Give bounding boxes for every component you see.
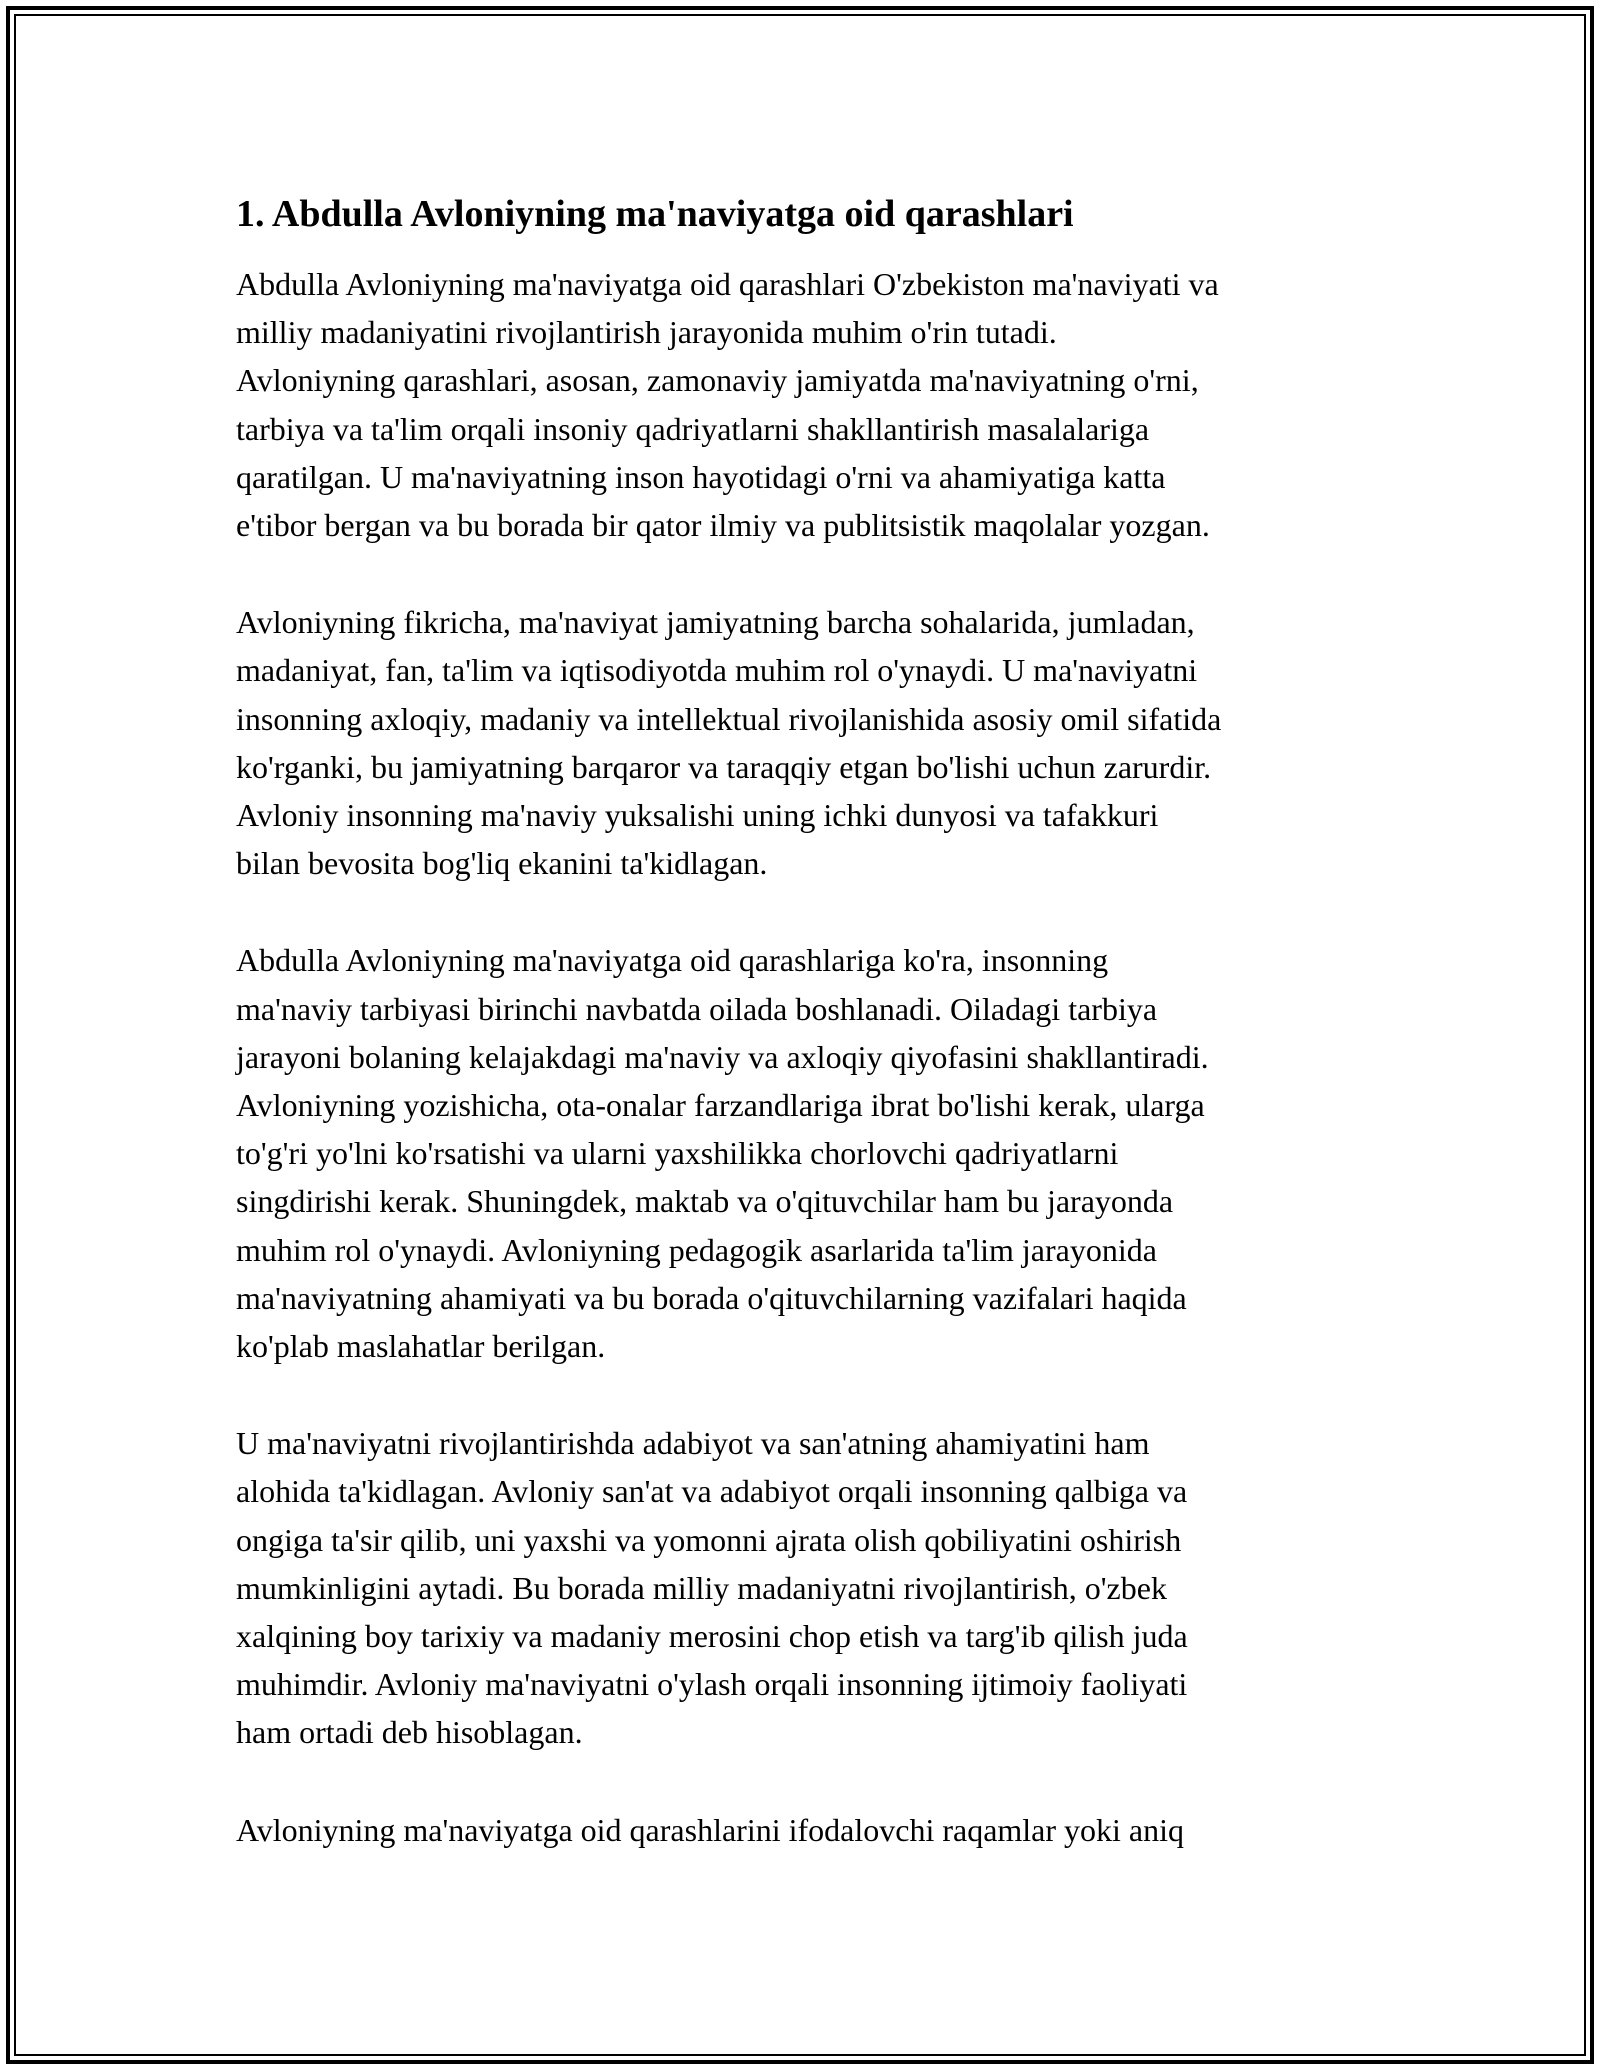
paragraph-line: Abdulla Avloniyning ma'naviyatga oid qarashlari O'zbekiston ma'naviyati va [236, 266, 1219, 302]
paragraph-line: insonning axloqiy, madaniy va intellektual rivojlanishida asosiy omil sifatida [236, 700, 1222, 737]
paragraph [236, 1419, 1386, 1756]
paragraph-line: muhim rol o'ynaydi. Avloniyning pedagogik asarlarida ta'lim jarayonida [236, 1231, 1157, 1268]
paragraph-line: ongiga ta'sir qilib, uni yaxshi va yomonni ajrata olish qobiliyatini oshirish [236, 1521, 1182, 1558]
paragraph-line: Avloniyning yozishicha, ota-onalar farzandlariga ibrat bo'lishi kerak, ularga [236, 1087, 1205, 1124]
paragraph-line: Avloniyning ma'naviyatga oid qarashlarini ifodalovchi raqamlar yoki aniq [236, 1811, 1185, 1848]
paragraph-line: tarbiya va ta'lim orqali insoniy qadriyatlarni shakllantirish masalalariga [236, 410, 1150, 447]
paragraph-line: U ma'naviyatni rivojlantirishda adabiyot va san'atning ahamiyatini ham [236, 1425, 1150, 1462]
paragraph-line: jarayoni bolaning kelajakdagi ma'naviy va axloqiy qiyofasini shakllantiradi. [236, 1038, 1209, 1075]
paragraph-line: Avloniyning fikricha, ma'naviyat jamiyatning barcha sohalarida, jumladan, [236, 604, 1195, 641]
paragraph-line: singdirishi kerak. Shuningdek, maktab va o'qituvchilar ham bu jarayonda [236, 1183, 1174, 1220]
paragraph-line: madaniyat, fan, ta'lim va iqtisodiyotda muhim rol o'ynaydi. U ma'naviyatni [236, 652, 1198, 689]
section-heading: 1. Abdulla Avloniyning ma'naviyatga oid qarashlari [236, 193, 1074, 235]
paragraph-line: e'tibor bergan va bu borada bir qator ilmiy va publitsistik maqolalar yozgan. [236, 507, 1210, 544]
paragraph-line: xalqining boy tarixiy va madaniy merosini chop etish va targ'ib qilish juda [236, 1618, 1188, 1655]
paragraph-line: ko'rganki, bu jamiyatning barqaror va taraqqiy etgan bo'lishi uchun zarurdir. [236, 748, 1212, 785]
paragraph [236, 1806, 1386, 1854]
paragraph-list [236, 260, 1386, 1854]
paragraph-line: milliy madaniyatini rivojlantirish jarayonida muhim o'rin tutadi. [236, 314, 1057, 351]
paragraph-line: Avloniy insonning ma'naviy yuksalishi uning ichki dunyosi va tafakkuri [236, 797, 1159, 834]
paragraph [236, 598, 1386, 887]
paragraph-line: ko'plab maslahatlar berilgan. [236, 1328, 606, 1365]
paragraph-line: Abdulla Avloniyning ma'naviyatga oid qarashlariga ko'ra, insonning [236, 942, 1109, 979]
paragraph-line: qaratilgan. U ma'naviyatning inson hayotidagi o'rni va ahamiyatiga katta [236, 458, 1166, 495]
document-body [236, 186, 1386, 1903]
paragraph-line: muhimdir. Avloniy ma'naviyatni o'ylash orqali insonning ijtimoiy faoliyati [236, 1666, 1188, 1703]
paragraph-line: ma'naviy tarbiyasi birinchi navbatda oilada boshlanadi. Oiladagi tarbiya [236, 990, 1158, 1027]
paragraph-line: alohida ta'kidlagan. Avloniy san'at va adabiyot orqali insonning qalbiga va [236, 1473, 1188, 1510]
paragraph [236, 260, 1386, 549]
paragraph-line: to'g'ri yo'lni ko'rsatishi va ularni yaxshilikka chorlovchi qadriyatlarni [236, 1135, 1119, 1172]
paragraph-line: Avloniyning qarashlari, asosan, zamonaviy jamiyatda ma'naviyatning o'rni, [236, 362, 1199, 399]
paragraph-line: ma'naviyatning ahamiyati va bu borada o'qituvchilarning vazifalari haqida [236, 1279, 1187, 1316]
paragraph-line: bilan bevosita bog'liq ekanini ta'kidlagan. [236, 845, 768, 882]
paragraph-line: ham ortadi deb hisoblagan. [236, 1714, 583, 1751]
paragraph-line: mumkinligini aytadi. Bu borada milliy madaniyatni rivojlantirish, o'zbek [236, 1569, 1167, 1606]
paragraph [236, 936, 1386, 1370]
